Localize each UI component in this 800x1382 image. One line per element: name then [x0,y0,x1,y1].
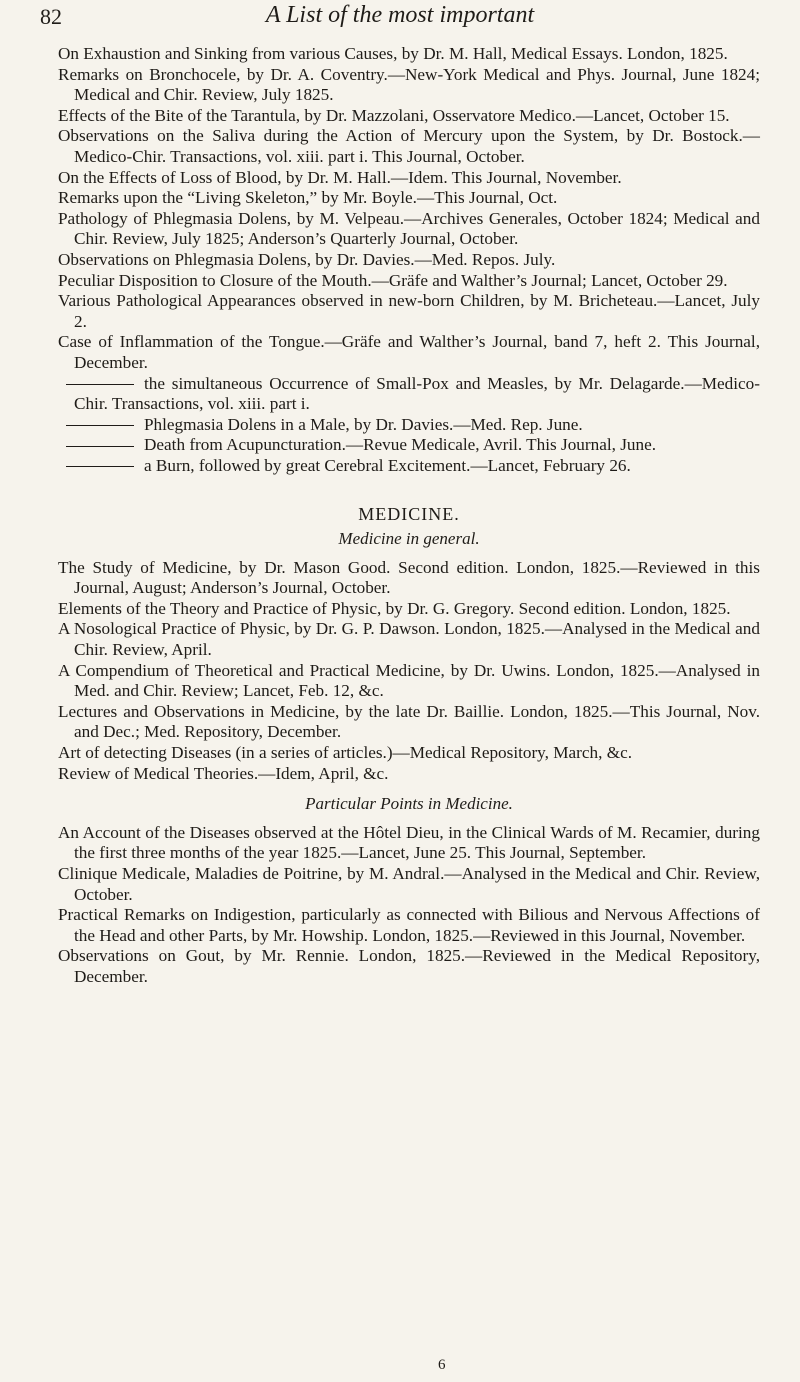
list-item-text: a Burn, followed by great Cerebral Excitement.—Lancet, February 26. [144,455,631,475]
list-item: Art of detecting Diseases (in a series of articles.)—Medical Repository, March, &c. [58,743,633,762]
list-item: A Compendium of Theoretical and Practical Medicine, by Dr. Uwins. London, 1825.—Analysed in Med. and Chir. Review; Lancet, Feb. 12, &c. [58,660,760,701]
list-item [58,374,760,415]
list-item: Peculiar Disposition to Closure of the Mouth.—Gräfe and Walther’s Journal; Lancet, October 29. [58,270,728,290]
ditto-dash [66,446,134,447]
list-item-text: Death from Acupuncturation.—Revue Medicale, Avril. This Journal, June. [144,435,657,455]
signature-mark: 6 [438,1357,446,1373]
list-item: Observations on Phlegmasia Dolens, by Dr. Davies.—Med. Repos. July. [58,249,556,269]
list-item-text: Phlegmasia Dolens in a Male, by Dr. Davies.—Med. Rep. June. [144,414,583,434]
list-item-text: the simultaneous Occurrence of Small-Pox and Measles, by Mr. Delagarde.—Medico-Chir. Transactions, vol. xiii. part i. [74,373,760,414]
ditto-dash [66,425,134,426]
list-item: Observations on Gout, by Mr. Rennie. London, 1825.—Reviewed in the Medical Repository, December. [58,946,760,986]
list-item: On Exhaustion and Sinking from various Causes, by Dr. M. Hall, Medical Essays. London, 1825. [58,44,728,63]
page-number: 82 [40,4,62,29]
list-item [58,456,760,477]
list-item: Case of Inflammation of the Tongue.—Gräfe and Walther’s Journal, band 7, heft 2. This Journal, December. [58,332,760,372]
page-header [40,0,760,40]
list-item: On the Effects of Loss of Blood, by Dr. M. Hall.—Idem. This Journal, November. [58,167,622,187]
list-item: Review of Medical Theories.—Idem, April, &c. [58,763,389,783]
page-body [58,44,760,988]
list-item: An Account of the Diseases observed at the Hôtel Dieu, in the Clinical Wards of M. Recamier, during the first three months of the year 1825.—Lancet, June 25. This Journal, September. [58,822,760,863]
list-item: Observations on the Saliva during the Action of Mercury upon the System, by Dr. Bostock.—Medico-Chir. Transactions, vol. xiii. part i. This Journal, October. [58,126,760,166]
list-item [58,435,760,456]
list-item: Pathology of Phlegmasia Dolens, by M. Velpeau.—Archives Generales, October 1824; Medical and Chir. Review, July 1825; Anderson’s Quarterly Journal, October. [58,208,760,249]
list-item: Clinique Medicale, Maladies de Poitrine, by M. Andral.—Analysed in the Medical and Chir. Review, October. [58,863,760,904]
section-title: MEDICINE. [358,504,460,525]
list-item: A Nosological Practice of Physic, by Dr. G. P. Dawson. London, 1825.—Analysed in the Medical and Chir. Review, April. [58,619,760,660]
subsection-title: Particular Points in Medicine. [305,794,513,814]
list-item: Elements of the Theory and Practice of Physic, by Dr. G. Gregory. Second edition. London, 1825. [58,598,731,618]
list-item: Lectures and Observations in Medicine, by the late Dr. Baillie. London, 1825.—This Journal, Nov. and Dec.; Med. Repository, December. [58,701,760,742]
running-title: A List of the most important [265,2,535,28]
list-item: Effects of the Bite of the Tarantula, by Dr. Mazzolani, Osservatore Medico.—Lancet, October 15. [58,105,730,125]
list-item: Practical Remarks on Indigestion, particularly as connected with Bilious and Nervous Affections of the Head and other Parts, by Mr. Howship. London, 1825.—Reviewed in this Journal, November. [58,905,760,945]
list-item [58,415,760,436]
ditto-dash [66,384,134,385]
ditto-dash [66,466,134,467]
list-item: Remarks on Bronchocele, by Dr. A. Coventry.—New-York Medical and Phys. Journal, June 1824; Medical and Chir. Review, July 1825. [58,64,760,105]
list-item: Remarks upon the “Living Skeleton,” by Mr. Boyle.—This Journal, Oct. [58,188,558,208]
list-item: The Study of Medicine, by Dr. Mason Good. Second edition. London, 1825.—Reviewed in this Journal, August; Anderson’s Journal, October. [58,557,760,598]
section-subtitle: Medicine in general. [338,529,480,549]
list-item: Various Pathological Appearances observed in new-born Children, by M. Bricheteau.—Lancet, July 2. [58,291,760,331]
